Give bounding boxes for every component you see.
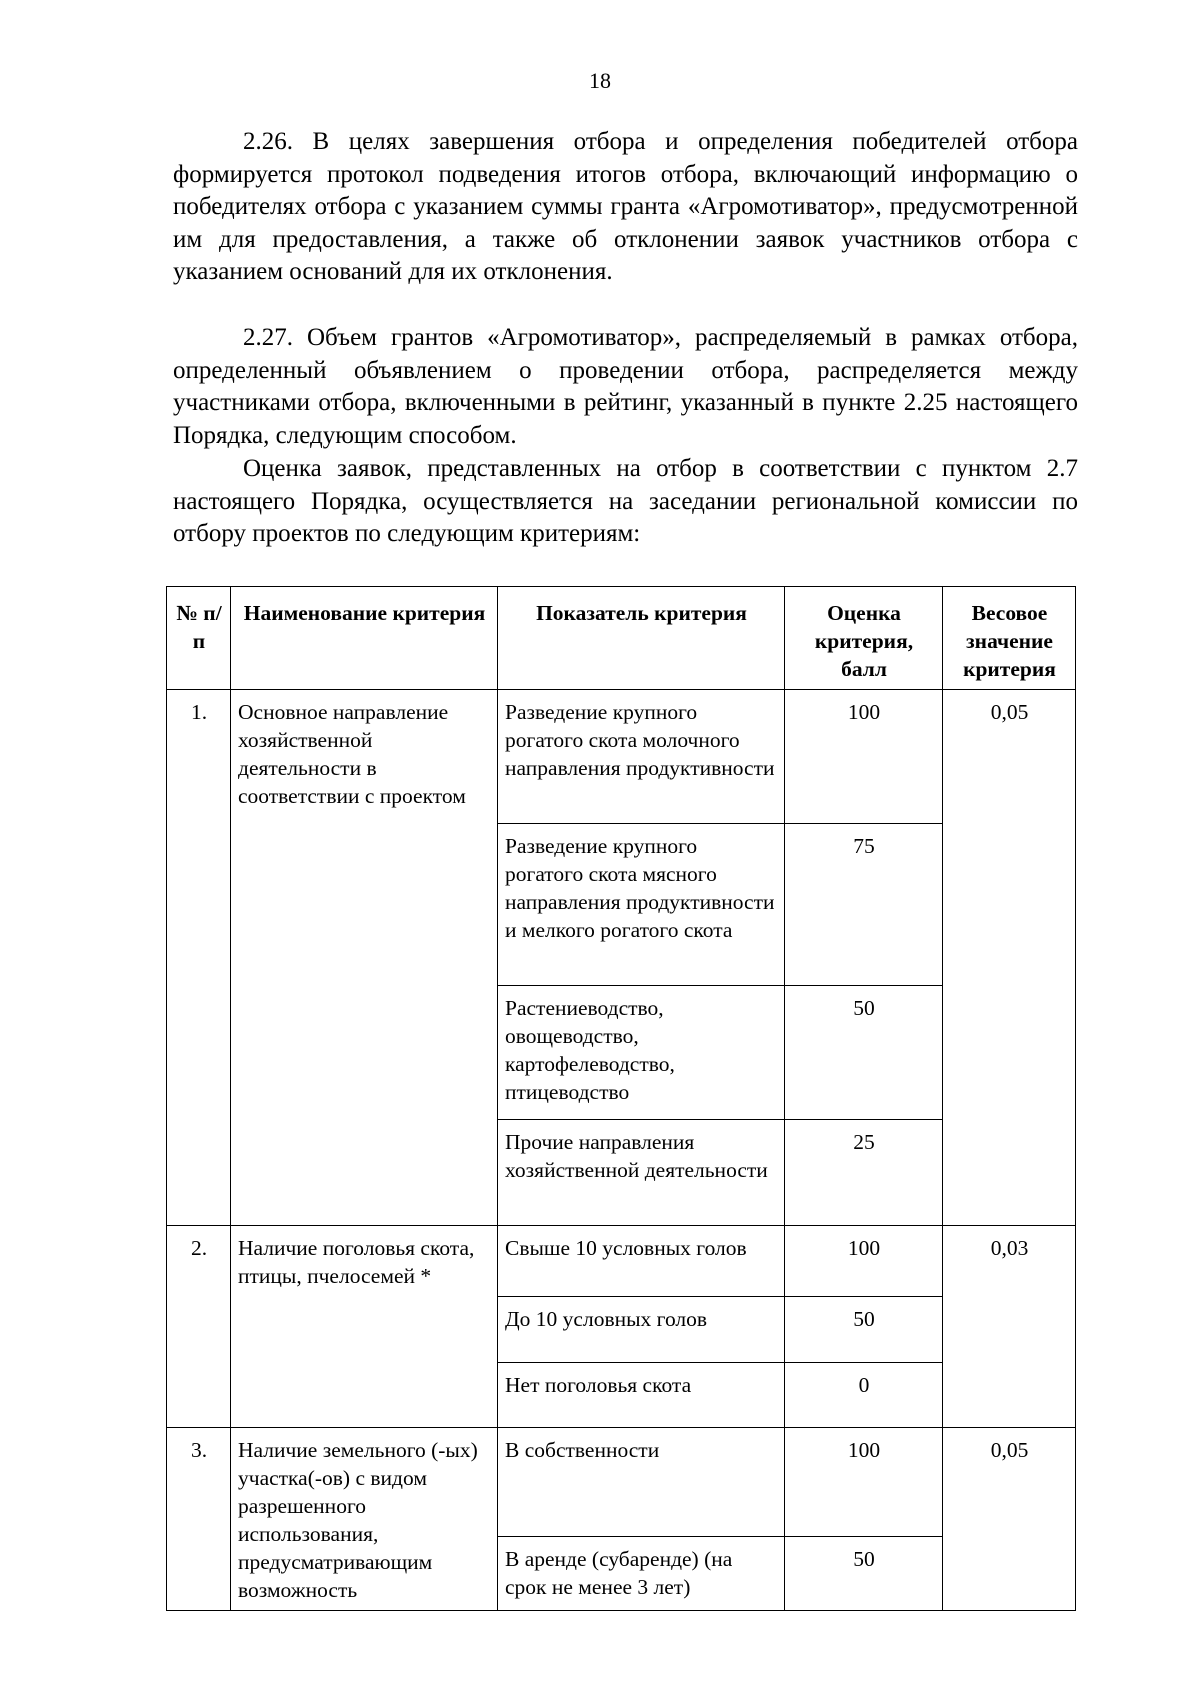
criterion-name: Наличие поголовья скота, птицы, пчелосемей * xyxy=(231,1226,498,1428)
indicator-cell: В собственности xyxy=(498,1428,785,1537)
paragraph-evaluation-text: Оценка заявок, представленных на отбор в соответствии с пунктом 2.7 настоящего Порядка, осуществляется на заседании региональной комиссии по отбору проектов по следующим критериям: xyxy=(173,455,1078,548)
score-cell: 25 xyxy=(785,1120,943,1226)
header-weight: Весовое значение критерия xyxy=(943,587,1076,690)
paragraph-2-26 xyxy=(173,126,1078,289)
indicator-cell: Нет поголовья скота xyxy=(498,1363,785,1428)
criterion-name: Наличие земельного (-ых) участка(-ов) с видом разрешенного использования, предусматривающим возможность xyxy=(231,1428,498,1611)
criteria-table xyxy=(166,586,1076,1611)
score-cell: 100 xyxy=(785,690,943,824)
indicator-cell: Растениеводство, овощеводство, картофелеводство, птицеводство xyxy=(498,986,785,1120)
paragraph-2-27 xyxy=(173,322,1078,452)
header-score: Оценка критерия, балл xyxy=(785,587,943,690)
paragraph-2-27-text: 2.27. Объем грантов «Агромотиватор», распределяемый в рамках отбора, определенный объявлением о проведении отбора, распределяется между участниками отбора, включенными в рейтинг, указанный в пункте 2.25 настоящего Порядка, следующим способом. xyxy=(173,324,1078,449)
score-cell: 50 xyxy=(785,1297,943,1363)
header-indicator: Показатель критерия xyxy=(498,587,785,690)
weight-cell: 0,05 xyxy=(943,690,1076,1226)
indicator-cell: Прочие направления хозяйственной деятельности xyxy=(498,1120,785,1226)
score-cell: 75 xyxy=(785,824,943,986)
score-cell: 0 xyxy=(785,1363,943,1428)
table-row xyxy=(167,1428,1076,1537)
paragraph-evaluation xyxy=(173,453,1078,551)
score-cell: 50 xyxy=(785,1536,943,1610)
criterion-number: 2. xyxy=(167,1226,231,1428)
weight-cell: 0,03 xyxy=(943,1226,1076,1428)
indicator-cell: Разведение крупного рогатого скота мясного направления продуктивности и мелкого рогатого скота xyxy=(498,824,785,986)
criterion-number: 3. xyxy=(167,1428,231,1611)
indicator-cell: Разведение крупного рогатого скота молочного направления продуктивности xyxy=(498,690,785,824)
score-cell: 100 xyxy=(785,1428,943,1537)
header-number: № п/п xyxy=(167,587,231,690)
header-criterion-name: Наименование критерия xyxy=(231,587,498,690)
table-header-row xyxy=(167,587,1076,690)
weight-cell: 0,05 xyxy=(943,1428,1076,1611)
table-row xyxy=(167,1226,1076,1297)
paragraph-2-26-text: 2.26. В целях завершения отбора и определения победителей отбора формируется протокол подведения итогов отбора, включающий информацию о победителях отбора с указанием суммы гранта «Агромотиватор», предусмотренной им для предоставления, а также об отклонении заявок участников отбора с указанием оснований для их отклонения. xyxy=(173,128,1078,286)
criterion-name: Основное направление хозяйственной деятельности в соответствии с проектом xyxy=(231,690,498,1226)
score-cell: 100 xyxy=(785,1226,943,1297)
score-cell: 50 xyxy=(785,986,943,1120)
indicator-cell: В аренде (субаренде) (на срок не менее 3 лет) xyxy=(498,1536,785,1610)
criterion-number: 1. xyxy=(167,690,231,1226)
table-row xyxy=(167,690,1076,824)
page-number: 18 xyxy=(589,68,611,93)
indicator-cell: До 10 условных голов xyxy=(498,1297,785,1363)
indicator-cell: Свыше 10 условных голов xyxy=(498,1226,785,1297)
